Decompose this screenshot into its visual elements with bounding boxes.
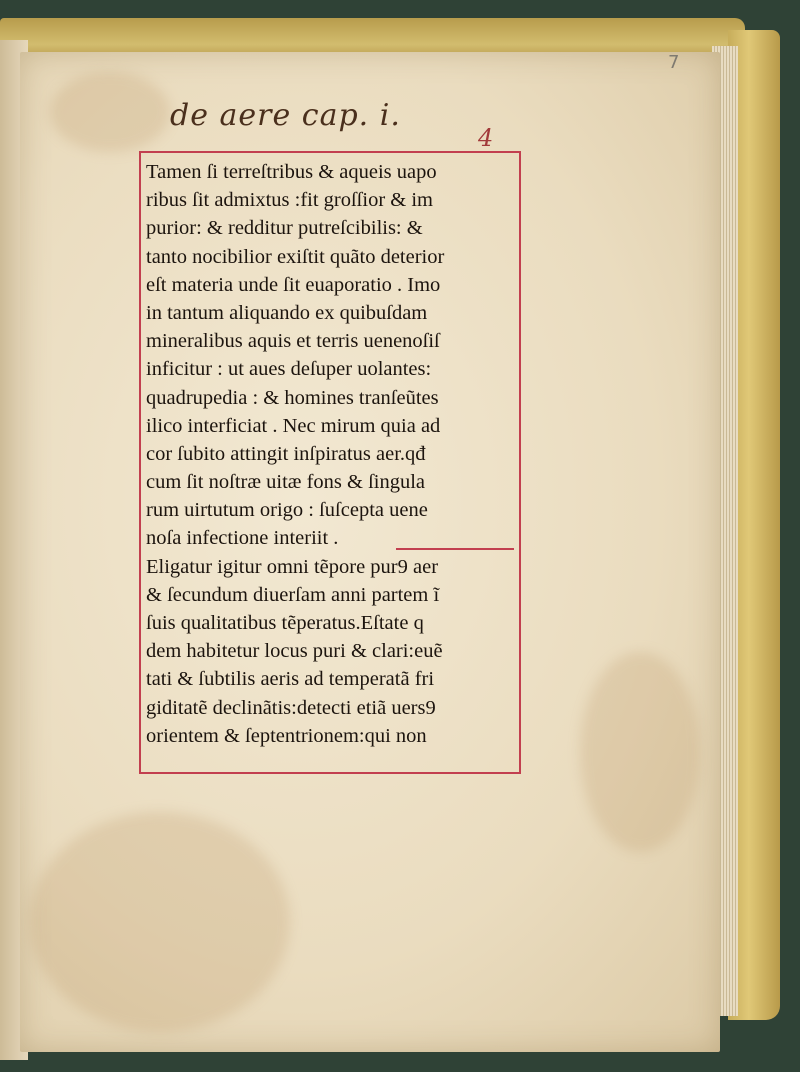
text-line: noſa infectione interiit . <box>146 527 339 550</box>
text-line: inficitur : ut aues deſuper uolantes: <box>146 358 432 381</box>
page-stain <box>580 652 700 852</box>
text-line: dem habitetur locus puri & clari:euẽ <box>146 640 443 663</box>
text-line: ſuis qualitatibus tẽperatus.Eſtate q <box>146 612 424 634</box>
corner-mark: 7 <box>668 52 680 73</box>
text-line: ilico interficiat . Nec mirum quia ad <box>146 414 441 437</box>
text-line: cum ſit noſtræ uitæ fons & ſingula <box>146 471 426 494</box>
handwritten-heading: de aere cap. i. <box>170 98 401 133</box>
text-line: tati & ſubtilis aeris ad temperatã fri <box>146 668 435 691</box>
page-stain <box>30 812 290 1032</box>
page-stain <box>50 72 170 152</box>
text-line: cor ſubito attingit inſpiratus aer.qđ <box>146 442 426 465</box>
handwritten-folio-number: 4 <box>478 124 494 152</box>
text-line: orientem & ſeptentrionem:qui non <box>146 724 427 747</box>
text-line: rum uirtutum origo : ſuſcepta uene <box>146 499 428 522</box>
text-line: purior: & redditur putreſcibilis: & <box>146 217 423 240</box>
text-line: Tamen ſi terreſtribus & aqueis uapo <box>146 161 437 183</box>
text-line: tanto nocibilior exiſtit quãto deterior <box>146 245 445 268</box>
text-line: ribus ſit admixtus :fit groſſior & im <box>146 189 433 212</box>
text-line: & ſecundum diuerſam anni partem ĩ <box>146 583 440 606</box>
text-line: Eligatur igitur omni tẽpore pur9 aer <box>146 555 439 578</box>
text-line: quadrupedia : & homines tranſeũtes <box>146 386 439 409</box>
text-block <box>146 158 518 750</box>
text-line: giditatẽ declinãtis:detecti etiã uers9 <box>146 696 436 719</box>
text-line: mineralibus aquis et terris uenenoſiſ <box>146 330 440 353</box>
text-line: eſt materia unde ſit euaporatio . Imo <box>146 273 441 296</box>
text-line: in tantum aliquando ex quibuſdam <box>146 301 428 324</box>
